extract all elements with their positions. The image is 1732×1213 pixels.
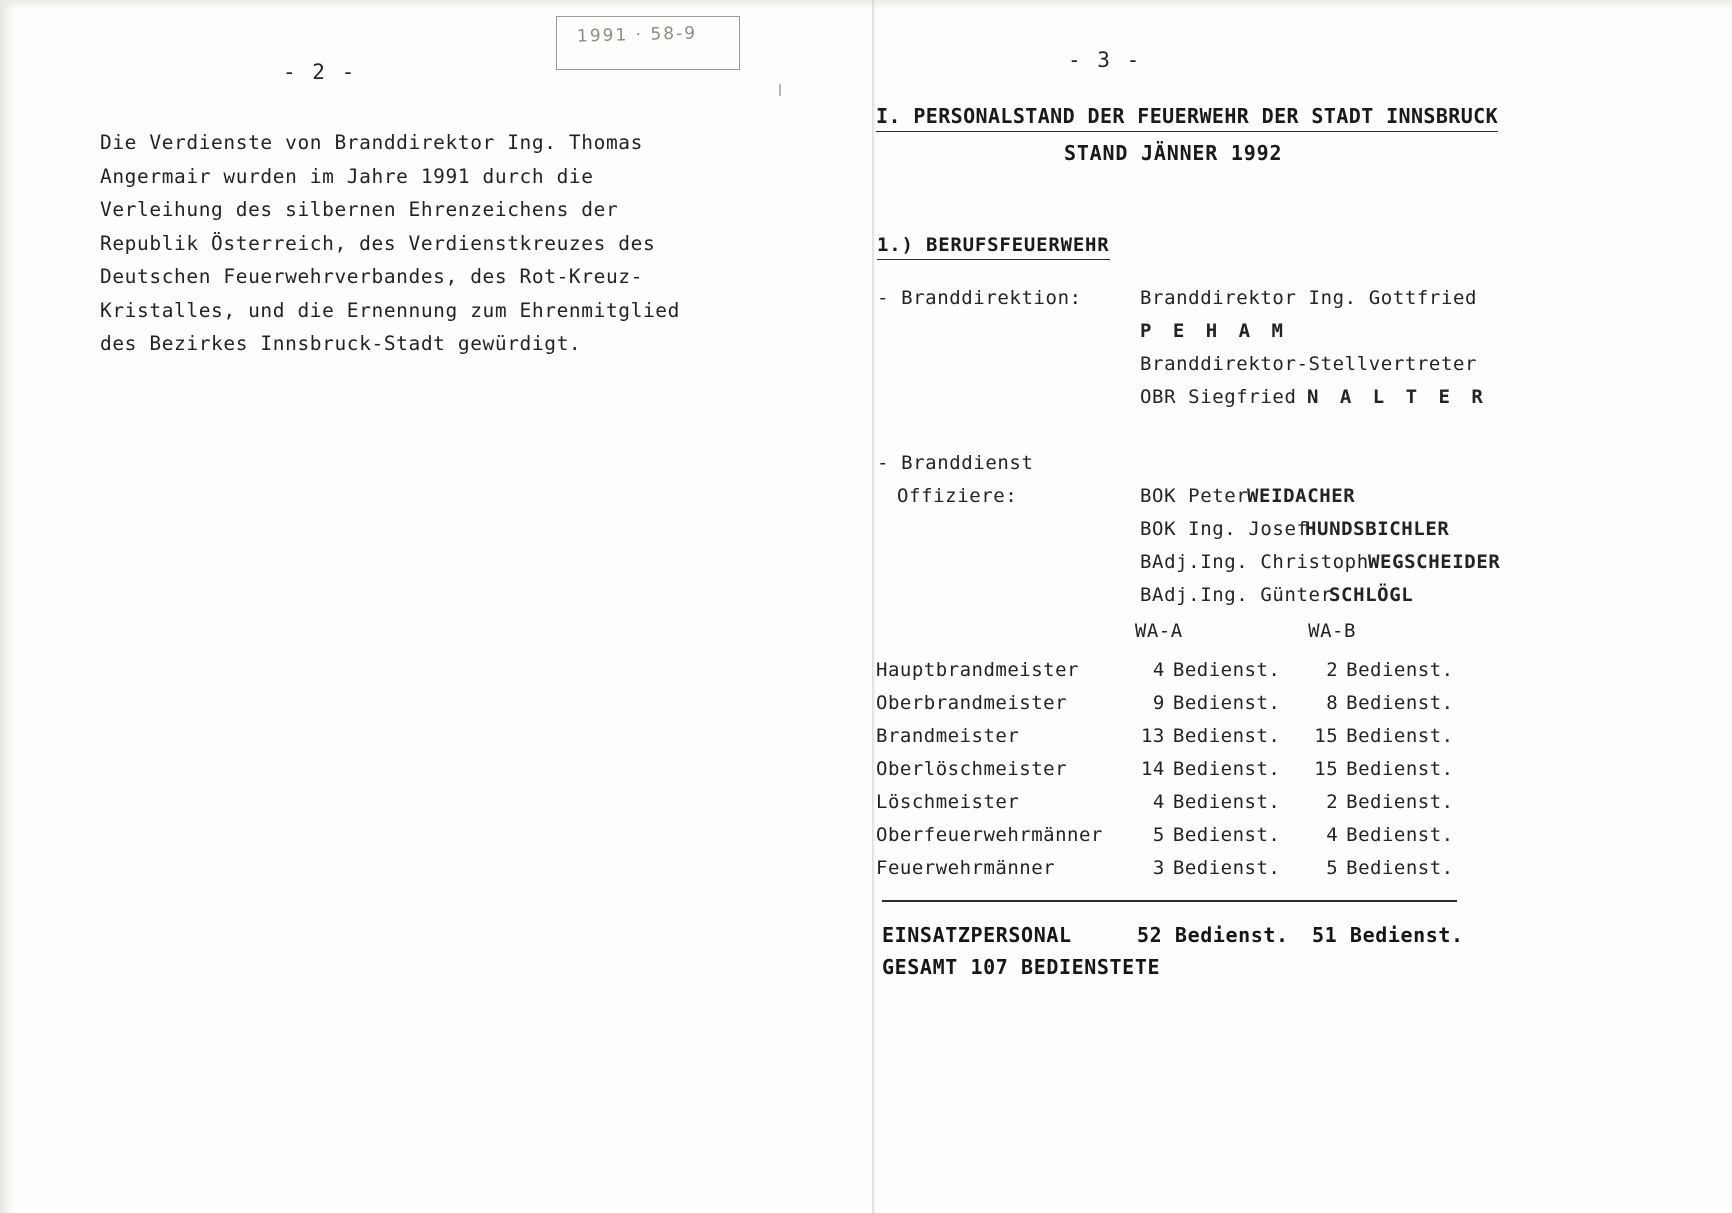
- unit-label: Bedienst.: [1346, 659, 1454, 681]
- cell-wa-a: [1135, 813, 1308, 846]
- grand-total-line: GESAMT 107 BEDIENSTETE: [882, 955, 1161, 979]
- cell-rank: Feuerwehrmänner: [876, 857, 1056, 879]
- unit-label: Bedienst.: [1172, 758, 1281, 780]
- archive-stamp-text: 1991 · 58-9: [576, 23, 698, 47]
- value-wa-b: 5: [1326, 857, 1339, 879]
- officer-surname-4: SCHLÖGL: [1329, 584, 1414, 606]
- value-wa-a: 5: [1152, 824, 1165, 846]
- cell-rank: Oberfeuerwehrmänner: [876, 824, 1103, 846]
- officer-prefix-4: BAdj.Ing. Günter: [1140, 584, 1333, 606]
- section-heading-roman: I. PERSONALSTAND DER FEUERWEHR DER STADT INNSBRUCK: [876, 104, 1498, 132]
- value-wa-b: 15: [1314, 725, 1339, 747]
- cell-wa-a: [1135, 681, 1308, 714]
- page-number-right: - 3 -: [1068, 48, 1142, 72]
- value-wa-a: 9: [1152, 692, 1165, 714]
- cell-rank: Oberlöschmeister: [876, 758, 1068, 780]
- cell-wa-b: [1308, 648, 1476, 681]
- cell-wa-a: [1135, 714, 1308, 747]
- cell-rank: Löschmeister: [876, 791, 1020, 813]
- table-row: [876, 747, 1476, 780]
- table-header-row: [876, 620, 1476, 648]
- label-branddirektion: - Branddirektion:: [877, 287, 1082, 309]
- value-wa-b: 4: [1326, 824, 1339, 846]
- unit-label: Bedienst.: [1172, 824, 1281, 846]
- cell-wa-b: [1308, 747, 1476, 780]
- officer-surname-1: WEIDACHER: [1247, 485, 1356, 507]
- value-wa-b: 8: [1326, 692, 1339, 714]
- total-wa-b: 51 Bedienst.: [1312, 923, 1464, 947]
- cell-wa-a: [1135, 780, 1308, 813]
- cell-wa-b: [1308, 780, 1476, 813]
- officer-prefix-1: BOK Peter: [1140, 485, 1249, 507]
- cell-wa-a: [1135, 747, 1308, 780]
- cell-wa-b: [1308, 846, 1476, 879]
- cell-wa-a: [1135, 648, 1308, 681]
- branddirektor-stv-surname: N A L T E R: [1307, 386, 1488, 408]
- cell-rank: Oberbrandmeister: [876, 692, 1068, 714]
- unit-label: Bedienst.: [1346, 857, 1454, 879]
- table-row: [876, 846, 1476, 879]
- header-rank: [876, 620, 1135, 648]
- unit-label: Bedienst.: [1346, 824, 1454, 846]
- branddirektor-surname: P E H A M: [1140, 320, 1288, 342]
- unit-label: Bedienst.: [1172, 725, 1281, 747]
- archive-stamp-box: [556, 16, 740, 70]
- branddirektor-stv-title-line: Branddirektor-Stellvertreter: [1140, 353, 1478, 375]
- total-label: EINSATZPERSONAL: [882, 923, 1072, 947]
- unit-label: Bedienst.: [1172, 857, 1281, 879]
- officer-prefix-3: BAdj.Ing. Christoph: [1140, 551, 1369, 573]
- personnel-table-wrapper: [876, 620, 1476, 879]
- subsection-heading-berufsfeuerwehr: 1.) BERUFSFEUERWEHR: [877, 234, 1110, 260]
- value-wa-a: 4: [1152, 791, 1165, 813]
- label-branddienst-line1: - Branddienst: [877, 452, 1034, 474]
- table-total-rule: [882, 900, 1457, 902]
- section-subheading: STAND JÄNNER 1992: [1064, 141, 1283, 165]
- right-page: [872, 0, 1732, 1213]
- unit-label: Bedienst.: [1172, 659, 1281, 681]
- table-row: [876, 780, 1476, 813]
- value-wa-a: 13: [1140, 725, 1165, 747]
- table-row: [876, 681, 1476, 714]
- value-wa-b: 2: [1326, 659, 1339, 681]
- cell-wa-a: [1135, 846, 1308, 879]
- branddirektor-title-line: Branddirektor Ing. Gottfried: [1140, 287, 1478, 309]
- unit-label: Bedienst.: [1346, 758, 1454, 780]
- personnel-table-body: [876, 648, 1476, 879]
- officer-surname-3: WEGSCHEIDER: [1368, 551, 1501, 573]
- value-wa-a: 4: [1152, 659, 1165, 681]
- personnel-table-head: [876, 620, 1476, 648]
- unit-label: Bedienst.: [1172, 791, 1281, 813]
- unit-label: Bedienst.: [1172, 692, 1281, 714]
- header-wa-a: WA-A: [1134, 620, 1183, 642]
- value-wa-b: 15: [1314, 758, 1339, 780]
- cell-wa-b: [1308, 681, 1476, 714]
- personnel-table: [876, 620, 1476, 879]
- page-number-left: - 2 -: [283, 60, 357, 84]
- table-row: [876, 648, 1476, 681]
- cell-wa-b: [1308, 813, 1476, 846]
- left-page-paragraph: [100, 126, 680, 361]
- scan-artifact-mark: [779, 84, 781, 96]
- unit-label: Bedienst.: [1346, 725, 1454, 747]
- total-row-einsatzpersonal: [882, 923, 1464, 947]
- unit-label: Bedienst.: [1346, 791, 1454, 813]
- branddirektor-stv-prefix: OBR Siegfried: [1140, 386, 1297, 408]
- paragraph-text: Die Verdienste von Branddirektor Ing. Thomas Angermair wurden im Jahre 1991 durch die Verleihung des silbernen Ehrenzeichens der Republik Österreich, des Verdienstkreuzes des Deutschen Feuerwehrverbandes, des Rot-Kreuz-Kristalles, und die Ernennung zum Ehrenmitglied des Bezirkes Innsbruck-Stadt gewürdigt.: [100, 131, 680, 355]
- value-wa-a: 3: [1152, 857, 1165, 879]
- officer-surname-2: HUNDSBICHLER: [1305, 518, 1450, 540]
- total-wa-a: 52 Bedienst.: [1137, 923, 1289, 947]
- unit-label: Bedienst.: [1346, 692, 1454, 714]
- cell-wa-b: [1308, 714, 1476, 747]
- cell-rank: Brandmeister: [876, 725, 1020, 747]
- value-wa-b: 2: [1326, 791, 1339, 813]
- table-row: [876, 714, 1476, 747]
- header-wa-b: WA-B: [1308, 620, 1356, 642]
- value-wa-a: 14: [1140, 758, 1165, 780]
- table-row: [876, 813, 1476, 846]
- label-branddienst-line2: Offiziere:: [897, 485, 1018, 507]
- officer-prefix-2: BOK Ing. Josef: [1140, 518, 1309, 540]
- cell-rank: Hauptbrandmeister: [876, 659, 1079, 681]
